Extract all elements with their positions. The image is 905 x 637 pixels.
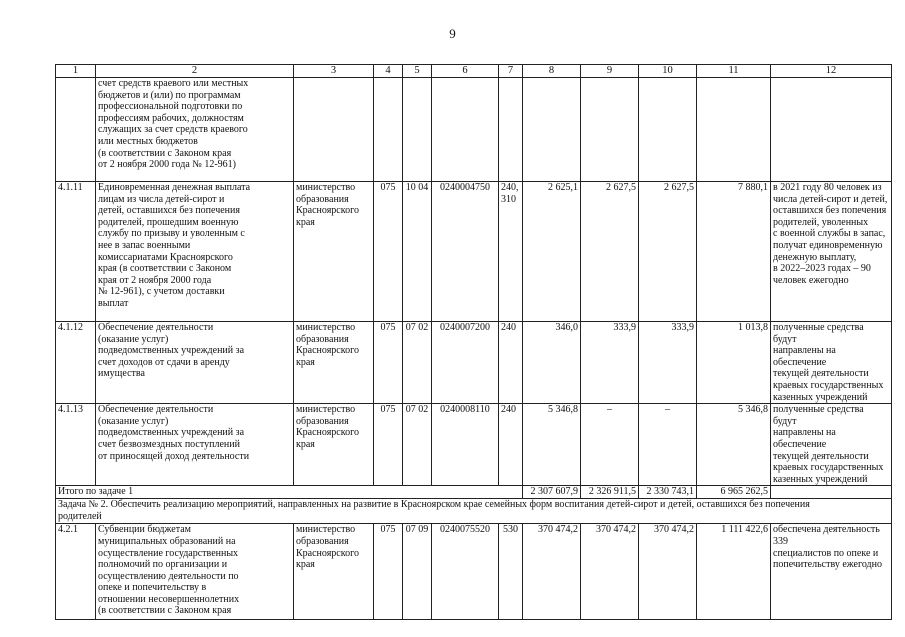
- column-header: 5: [403, 65, 432, 78]
- executor: министерство образования Красноярского края: [294, 404, 374, 486]
- rzpr-code: 10 04: [403, 182, 432, 322]
- task-total-label: Итого по задаче 1: [56, 486, 523, 499]
- amount-2022: –: [581, 404, 639, 486]
- column-header: 12: [771, 65, 892, 78]
- table-row-continuation: [56, 78, 892, 182]
- grbs-code: 075: [374, 322, 403, 404]
- grbs-code: 075: [374, 524, 403, 620]
- column-header: 9: [581, 65, 639, 78]
- amount-2022: 2 627,5: [581, 182, 639, 322]
- task-total-row: [56, 486, 892, 499]
- measure-name: Субвенции бюджетам муниципальных образований на осуществление государственных полномочий по организации и осуществлению деятельности по опеке и попечительству в отношении несовершеннолетних (в соответствии с Законом края: [96, 524, 294, 620]
- amount-2021: 5 346,8: [523, 404, 581, 486]
- column-header: 3: [294, 65, 374, 78]
- csr-code: 0240075520: [432, 524, 499, 620]
- budget-table: [55, 64, 892, 620]
- table-row: [56, 182, 892, 322]
- executor: министерство образования Красноярского края: [294, 322, 374, 404]
- amount-total: 5 346,8: [697, 404, 771, 486]
- continued-measure-name: счет средств краевого или местных бюджетов и (или) по программам профессиональной подготовки по профессиям рабочих, должностям служащих за счет средств краевого или местных бюджетов (в соответствии с Законом края от 2 ноября 2000 года № 12-961): [96, 78, 294, 182]
- row-number: 4.2.1: [56, 524, 96, 620]
- table-row: [56, 404, 892, 486]
- vr-code: 530: [499, 524, 523, 620]
- amount-2023: 333,9: [639, 322, 697, 404]
- task-2-title: Задача № 2. Обеспечить реализацию мероприятий, направленных на развитие в Красноярском крае семейных форм воспитания детей-сирот и детей, оставшихся без попечения родителей: [56, 499, 892, 524]
- amount-2023: 370 474,2: [639, 524, 697, 620]
- executor: министерство образования Красноярского края: [294, 182, 374, 322]
- task-total-2023: 2 330 743,1: [639, 486, 697, 499]
- column-header: 6: [432, 65, 499, 78]
- row-number: 4.1.13: [56, 404, 96, 486]
- amount-2021: 2 625,1: [523, 182, 581, 322]
- executor: министерство образования Красноярского края: [294, 524, 374, 620]
- amount-total: 1 111 422,6: [697, 524, 771, 620]
- vr-code: 240: [499, 322, 523, 404]
- table-row: [56, 322, 892, 404]
- measure-name: Обеспечение деятельности (оказание услуг) подведомственных учреждений за счет доходов от сдачи в аренду имущества: [96, 322, 294, 404]
- column-number-row: [56, 65, 892, 78]
- grbs-code: 075: [374, 182, 403, 322]
- amount-2021: 346,0: [523, 322, 581, 404]
- rzpr-code: 07 02: [403, 404, 432, 486]
- task-total-sum: 6 965 262,5: [697, 486, 771, 499]
- page-number: 9: [449, 26, 456, 41]
- csr-code: 0240008110: [432, 404, 499, 486]
- amount-total: 1 013,8: [697, 322, 771, 404]
- measure-name: Обеспечение деятельности (оказание услуг) подведомственных учреждений за счет безвозмездных поступлений от приносящей доход деятельности: [96, 404, 294, 486]
- expected-result: полученные средства будут направлены на обеспечение текущей деятельности краевых государственных казенных учреждений: [771, 404, 892, 486]
- amount-total: 7 880,1: [697, 182, 771, 322]
- amount-2021: 370 474,2: [523, 524, 581, 620]
- column-header: 11: [697, 65, 771, 78]
- csr-code: 0240007200: [432, 322, 499, 404]
- column-header: 4: [374, 65, 403, 78]
- expected-result: в 2021 году 80 человек из числа детей-сирот и детей, оставшихся без попечения родителей, уволенных с военной службы в запас, получат единовременную денежную выплату, в 2022–2023 годах – 90 человек ежегодно: [771, 182, 892, 322]
- table-row: [56, 524, 892, 620]
- amount-2023: –: [639, 404, 697, 486]
- csr-code: 0240004750: [432, 182, 499, 322]
- amount-2022: 333,9: [581, 322, 639, 404]
- vr-code: 240: [499, 404, 523, 486]
- column-header: 1: [56, 65, 96, 78]
- vr-code: 240, 310: [499, 182, 523, 322]
- task-2-heading-row: [56, 499, 892, 524]
- row-number: 4.1.12: [56, 322, 96, 404]
- amount-2022: 370 474,2: [581, 524, 639, 620]
- rzpr-code: 07 09: [403, 524, 432, 620]
- task-total-2021: 2 307 607,9: [523, 486, 581, 499]
- column-header: 2: [96, 65, 294, 78]
- expected-result: обеспечена деятельность 339 специалистов по опеке и попечительству ежегодно: [771, 524, 892, 620]
- task-total-2022: 2 326 911,5: [581, 486, 639, 499]
- row-number: 4.1.11: [56, 182, 96, 322]
- column-header: 8: [523, 65, 581, 78]
- measure-name: Единовременная денежная выплата лицам из числа детей-сирот и детей, оставшихся без попечения родителей, прошедшим военную службу по призыву и уволенным с нее в запас военными комиссариатами Красноярского края (в соответствии с Законом края от 2 ноября 2000 года № 12-961), с учетом доставки выплат: [96, 182, 294, 322]
- amount-2023: 2 627,5: [639, 182, 697, 322]
- grbs-code: 075: [374, 404, 403, 486]
- column-header: 10: [639, 65, 697, 78]
- column-header: 7: [499, 65, 523, 78]
- expected-result: полученные средства будут направлены на обеспечение текущей деятельности краевых государственных казенных учреждений: [771, 322, 892, 404]
- rzpr-code: 07 02: [403, 322, 432, 404]
